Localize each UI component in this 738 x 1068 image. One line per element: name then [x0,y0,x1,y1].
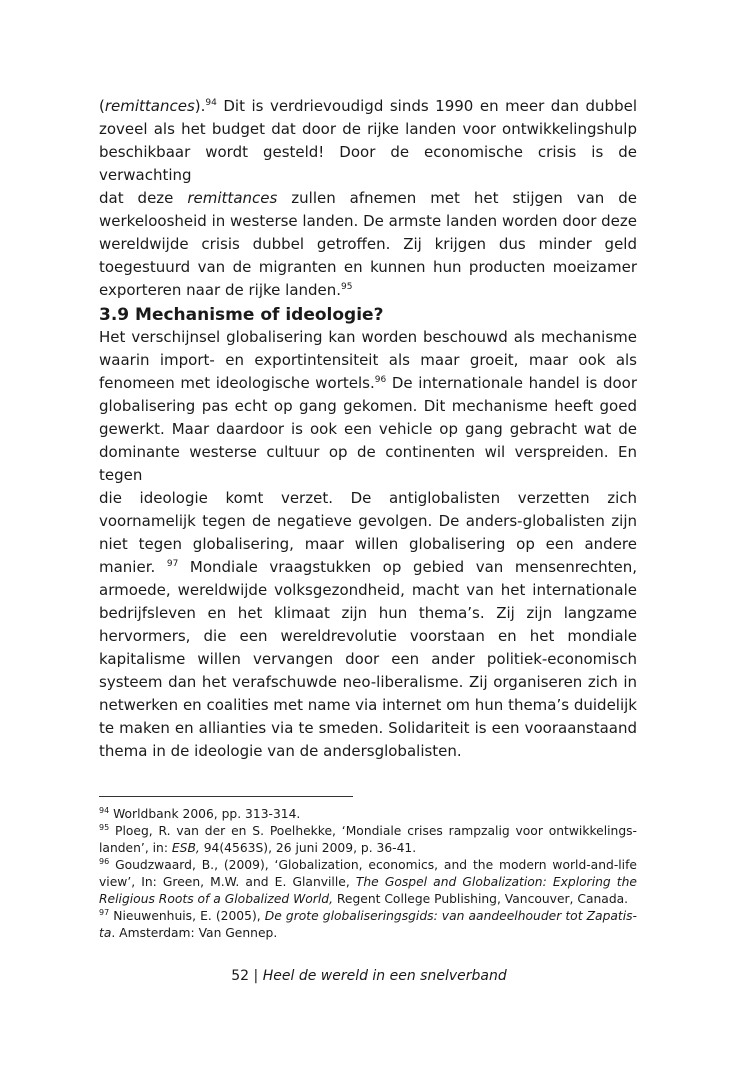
footnote-ref[interactable]: 95 [341,282,353,292]
text-line: manier. $^{97}$ Mondiale vraagstukken op gebied van mensenrechten, [99,558,637,576]
footnote-96: $^{96}$ Goudzwaard, B., (2009), ‘Globalization, economics, and the modern world-and-life view’, In: Green, M.W. and E. Glanville, The Gospel and Globalization: Exploring the Religious Roots of a Globalized World, Regent College Publishing, Vancouver, Canada. [99,856,637,906]
book-title: Heel de wereld in een snelverband [262,968,507,984]
footnote-divider [99,796,353,797]
text-line: te maken en allianties via te smeden. Solidariteit is een vooraanstaand [99,719,637,737]
text-line: systeem dan het verafschuwde neo-liberalisme. Zij organiseren zich in [99,673,637,691]
text-line: die ideologie komt verzet. De antiglobalisten verzetten zich [99,489,637,507]
text-line: bedrijfsleven en het klimaat zijn hun thema’s. Zij zijn langzame [99,604,637,622]
text-line: kapitalisme willen vervangen door een ander politiek-economisch [99,650,637,668]
footnote-number: 97 [99,907,110,917]
text-line: exporteren naar de rijke landen.$^{95}$ [99,281,353,299]
text-line: beschikbaar wordt gesteld! Door de economische crisis is de verwachting [99,143,637,184]
text-line: hervormers, die een wereldrevolutie voorstaan en het mondiale [99,627,637,645]
text-line: thema in de ideologie van de andersglobalisten. [99,742,462,760]
footnote-ref[interactable]: 94 [205,98,217,108]
footer-separator: | [249,968,263,984]
footnote-ref[interactable]: 97 [166,559,179,569]
footnote-ref[interactable]: 96 [374,375,387,385]
text-line: zoveel als het budget dat door de rijke landen voor ontwikkelingshulp [99,120,637,138]
footnote-95: $^{95}$ Ploeg, R. van der en S. Poelhekke, ‘Mondiale crises rampzalig voor ontwikkelings- landen’, in: ESB, 94(4563S), 26 juni 2009, p. 36-41. [99,822,637,855]
text-line: toegestuurd van de migranten en kunnen hun producten moeizamer [99,258,637,276]
text-line: dat deze remittances zullen afnemen met het stijgen van de [99,189,637,207]
text-line: dominante westerse cultuur op de continenten wil verspreiden. En tegen [99,443,637,484]
text-line: netwerken en coalities met name via internet om hun thema’s duidelijk [99,696,637,714]
italic-term: remittances [104,97,195,115]
text-line: globalisering pas echt op gang gekomen. Dit mechanisme heeft goed [99,397,637,415]
paragraph-remittances [99,95,637,302]
text-line: wereldwijde crisis dubbel getroffen. Zij krijgen dus minder geld [99,235,637,253]
text-line: fenomeen met ideologische wortels.$^{96}$ De internationale handel is door [99,374,637,392]
footnote-94: $^{94}$ Worldbank 2006, pp. 313-314. [99,805,301,821]
section-heading: 3.9 Mechanisme of ideologie? [99,305,384,325]
text-line: niet tegen globalisering, maar willen globalisering op een andere [99,535,637,553]
footnote-number: 96 [99,856,110,866]
italic-term: remittances [187,189,278,207]
paragraph-mechanisme [99,326,637,763]
footnote-number: 95 [99,822,110,832]
text-line: Het verschijnsel globalisering kan worden beschouwd als mechanisme [99,328,637,346]
page-footer [0,966,738,986]
text-line: werkeloosheid in westerse landen. De armste landen worden door deze [99,212,637,230]
text-line: voornamelijk tegen de negatieve gevolgen. De anders-globalisten zijn [99,512,637,530]
page-number: 52 [231,968,250,984]
footnote-97: $^{97}$ Nieuwenhuis, E. (2005), De grote globaliseringsgids: van aandeelhouder tot Zapatis- ta. Amsterdam: Van Gennep. [99,907,637,940]
text-line: (remittances).$^{94}$ Dit is verdrievoudigd sinds 1990 en meer dan dubbel [99,97,637,115]
text-line: waarin import- en exportintensiteit als maar groeit, maar ook als [99,351,637,369]
footnotes [99,806,637,942]
footnote-number: 94 [99,805,110,815]
text-line: gewerkt. Maar daardoor is ook een vehicle op gang gebracht wat de [99,420,637,438]
text-line: armoede, wereldwijde volksgezondheid, macht van het internationale [99,581,637,599]
